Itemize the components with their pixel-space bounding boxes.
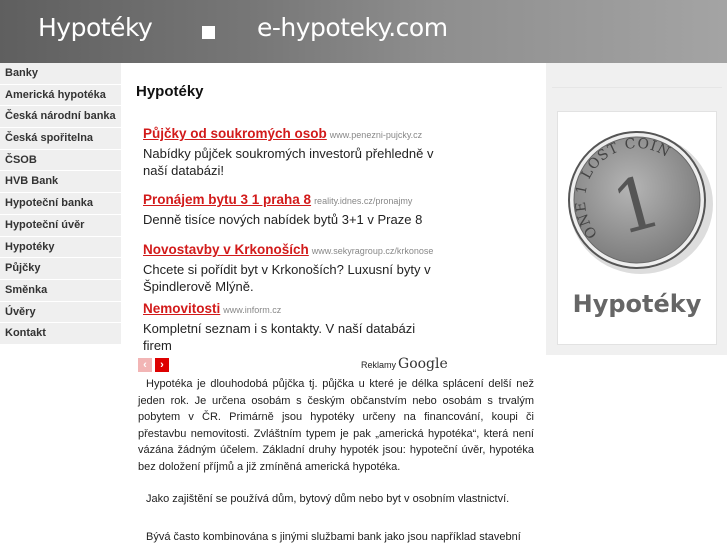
sidebar-item-hypotecni-uver[interactable]: Hypoteční úvěr [0, 215, 121, 237]
ad-link[interactable]: Pronájem bytu 3 1 praha 8 [143, 192, 312, 207]
ad-url: www.penezni-pujcky.cz [329, 130, 423, 140]
coin-image [558, 112, 716, 282]
ad-text: Nabídky půjček soukromých investorů přehledně v naší databázi! [143, 146, 434, 178]
sidebar-item-csob[interactable]: ČSOB [0, 150, 121, 172]
ads-next-button[interactable] [155, 358, 169, 372]
sidebar-nav [0, 63, 121, 345]
sidebar-item-hypotecni-banka[interactable]: Hypoteční banka [0, 193, 121, 215]
paragraph: Jako zajištění se používá dům, bytový dům nebo byt v osobním vlastnictví. [146, 493, 510, 505]
sidebar-item-smenka[interactable]: Směnka [0, 280, 121, 302]
sidebar-item-uvery[interactable]: Úvěry [0, 302, 121, 324]
chevron-left-icon: ‹ [143, 359, 147, 371]
sidebar-item-americka-hypoteka[interactable]: Americká hypotéka [0, 85, 121, 107]
header-site: e-hypoteky.com [257, 13, 448, 42]
ad-item [143, 300, 443, 354]
sidebar-item-hvb-bank[interactable]: HVB Bank [0, 171, 121, 193]
ad-url: reality.idnes.cz/pronajmy [314, 196, 413, 206]
right-column [546, 63, 727, 355]
sidebar-item-ceska-sporitelna[interactable]: Česká spořitelna [0, 128, 121, 150]
square-separator-icon [202, 26, 215, 39]
ad-link[interactable]: Nemovitosti [143, 301, 221, 316]
sidebar-item-kontakt[interactable]: Kontakt [0, 323, 121, 345]
ads-prev-button[interactable] [138, 358, 152, 372]
ad-link[interactable]: Půjčky od soukromých osob [143, 126, 327, 141]
divider [552, 87, 722, 88]
ad-link[interactable]: Novostavby v Krkonoších [143, 242, 309, 257]
sidebar-item-banky[interactable]: Banky [0, 63, 121, 85]
header-title: Hypotéky [38, 13, 153, 42]
sidebar-item-hypoteky[interactable]: Hypotéky [0, 237, 121, 259]
paragraph: Hypotéka je dlouhodobá půjčka tj. půjčka u které je délka splácení delší než jeden rok. Je určena osobám s českým občanstvím nebo osobám s trvalým pobytem v ČR. Primárně jsou hypotéky určeny na financování, koupi či přestavbu nemovitosti. Zvláštním typem je pak „americká hypotéka“, která není vázána žádným účelem. Základní druhy hypoték jsou: hypoteční úvěr, hypotéka bez doložení příjmů a již zmíněná americká hypotéka. [138, 378, 534, 473]
page-title: Hypotéky [136, 83, 204, 100]
sidebar-item-pujcky[interactable]: Půjčky [0, 258, 121, 280]
ads-by-google[interactable] [361, 356, 448, 372]
coin-text: ONE 1 LOST COIN [572, 135, 674, 242]
ads-label: Reklamy [361, 360, 397, 370]
ad-url: www.inform.cz [223, 305, 282, 315]
ad-text: Denně tisíce nových nabídek bytů 3+1 v Praze 8 [143, 212, 423, 227]
ad-item [143, 191, 443, 228]
header [0, 0, 727, 63]
ad-text: Chcete si pořídit byt v Krkonoších? Luxusní byty v Špindlerově Mlýně. [143, 262, 431, 294]
sidebar-item-cnb[interactable]: Česká národní banka [0, 106, 121, 128]
paragraph: Bývá často kombinována s jinými službami bank jako jsou například stavební [146, 531, 521, 543]
ad-url: www.sekyragroup.cz/krkonose [311, 246, 434, 256]
ad-text: Kompletní seznam i s kontakty. V naší databázi firem [143, 321, 416, 353]
ad-item [143, 241, 443, 295]
google-logo: Google [398, 356, 448, 372]
chevron-right-icon: › [160, 359, 164, 371]
banner-caption: Hypotéky [572, 290, 702, 318]
ad-item [143, 125, 443, 179]
coin-banner [557, 111, 717, 345]
coin-numeral: 1 [603, 158, 670, 252]
